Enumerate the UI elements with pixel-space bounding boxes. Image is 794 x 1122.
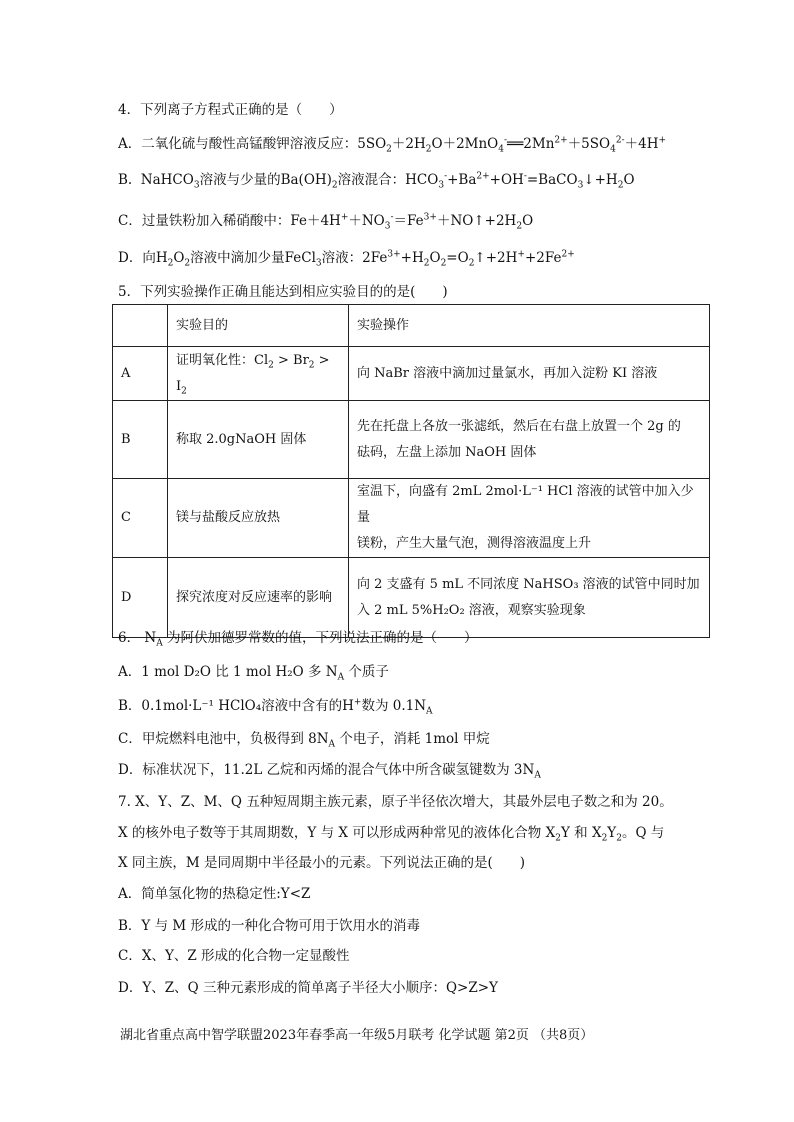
row-operation: 室温下，向盛有 2mL 2mol·L⁻¹ HCl 溶液的试管中加入少量 镁粉，产生大量气泡，测得溶液温度上升 xyxy=(349,479,710,558)
row-operation: 先在托盘上各放一张滤纸，然后在右盘上放置一个 2g 的 砝码，左盘上添加 NaOH 固体 xyxy=(349,401,710,479)
table-row xyxy=(113,479,710,558)
table-header-cell xyxy=(113,305,168,347)
q6-option-d: D．标准状况下，11.2L 乙烷和丙烯的混合气体中所含碳氢键数为 $3N_A$ xyxy=(118,762,541,781)
row-operation: 向 2 支盛有 5 mL 不同浓度 NaHSO₃ 溶液的试管中同时加 入 2 mL 5%H₂O₂ 溶液，观察实验现象 xyxy=(349,558,710,638)
q7-option-a: A．简单氢化物的热稳定性:Y<Z xyxy=(118,886,311,902)
q6-stem: 6． $N_A$ 为阿伏加德罗常数的值，下列说法正确的是（ ） xyxy=(118,630,478,649)
q4-option-d: D．向$H_2O_2$溶液中滴加少量FeCl$_3$溶液：$2Fe^{3+}+H_2O_2=O_2↑+2H^++2Fe^{2+}$ xyxy=(118,249,575,269)
q7-option-c: C．X、Y、Z 形成的化合物一定显酸性 xyxy=(118,948,350,964)
table-row xyxy=(113,401,710,479)
row-key: C xyxy=(113,479,168,558)
table-header-cell: 实验操作 xyxy=(349,305,710,347)
q6-option-b: B．0.1mol·L⁻¹ HClO₄溶液中含有的H+数为 $0.1N_A$ xyxy=(118,697,433,717)
row-key: D xyxy=(113,558,168,638)
q5-stem: 5．下列实验操作正确且能达到相应实验目的的是( ) xyxy=(118,284,448,300)
q4-option-b: B. NaHCO$_3$溶液与少量的$Ba(OH)_2$溶液混合：$HCO_3^-+Ba^{2+}+OH^-=BaCO_3↓+H_2O$ xyxy=(118,171,635,191)
row-purpose: 称取 2.0gNaOH 固体 xyxy=(168,401,349,479)
table-row xyxy=(113,347,710,401)
row-purpose: 证明氧化性：$Cl_2 > Br_2 > I_2$ xyxy=(168,347,349,401)
row-key: A xyxy=(113,347,168,401)
row-purpose: 镁与盐酸反应放热 xyxy=(168,479,349,558)
page-footer: 湖北省重点高中智学联盟2023年春季高一年级5月联考 化学试题 第2页 （共8页） xyxy=(120,1028,594,1043)
row-purpose: 探究浓度对反应速率的影响 xyxy=(168,558,349,638)
q7-stem-line2: X 的核外电子数等于其周期数，Y 与 X 可以形成两种常见的液体化合物 $X_2Y$ 和 $X_2Y_2$。Q 与 xyxy=(118,825,665,844)
q7-stem-line1: 7. X、Y、Z、M、Q 五种短周期主族元素，原子半径依次增大，其最外层电子数之和为 20。 xyxy=(118,794,673,810)
q6-option-a: A．1 mol D₂O 比 1 mol H₂O 多 $N_A$ 个质子 xyxy=(118,664,389,683)
q4-option-a: A．二氧化硫与酸性高锰酸钾溶液反应：$5SO_2+2H_2O+2MnO_4^-══2Mn^{2+}+5SO_4^{2-}+4H^+$ xyxy=(118,135,667,155)
table-row xyxy=(113,558,710,638)
row-key: B xyxy=(113,401,168,479)
q4-stem: 4．下列离子方程式正确的是（ ） xyxy=(118,102,343,118)
q4-option-c: C．过量铁粉加入稀硝酸中：$Fe+4H^++NO_3^-=Fe^{3+}+NO↑+2H_2O$ xyxy=(118,212,534,232)
q6-option-c: C．甲烷燃料电池中，负极得到 $8N_A$ 个电子，消耗 1mol 甲烷 xyxy=(118,731,490,750)
q7-option-d: D．Y、Z、Q 三种元素形成的简单离子半径大小顺序：Q>Z>Y xyxy=(118,980,498,996)
table-header-row xyxy=(113,305,710,347)
q7-stem-line3: X 同主族，M 是同周期中半径最小的元素。下列说法正确的是( ) xyxy=(118,855,526,871)
row-operation: 向 NaBr 溶液中滴加过量氯水，再加入淀粉 KI 溶液 xyxy=(349,347,710,401)
table-header-cell: 实验目的 xyxy=(168,305,349,347)
experiment-table xyxy=(112,304,710,638)
q7-option-b: B．Y 与 M 形成的一种化合物可用于饮用水的消毒 xyxy=(118,918,421,934)
